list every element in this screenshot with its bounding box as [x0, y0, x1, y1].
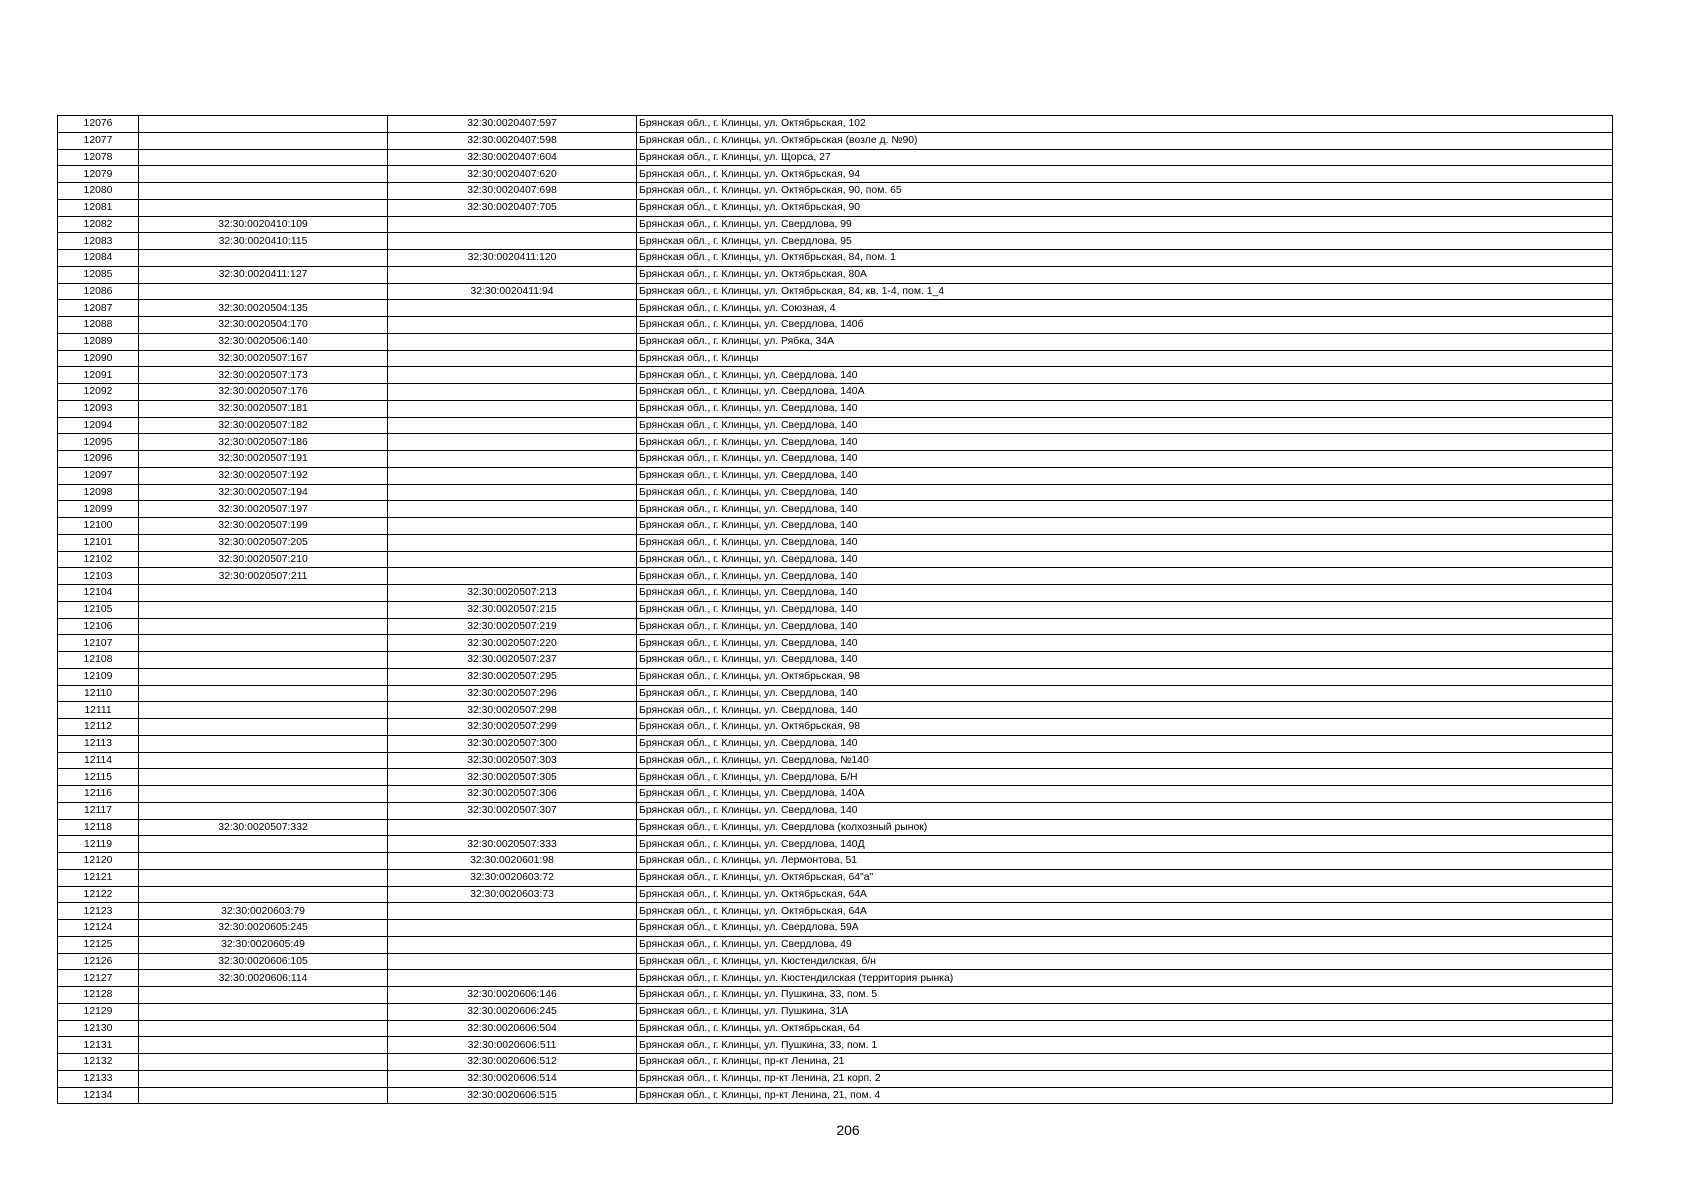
cadastral-number-cell-2: 32:30:0020507:307 [388, 802, 637, 819]
cadastral-number-cell-2: 32:30:0020603:73 [388, 886, 637, 903]
cadastral-number-cell-2 [388, 317, 637, 334]
cadastral-number-cell: 32:30:0020507:205 [139, 534, 388, 551]
cadastral-number-cell-2: 32:30:0020606:512 [388, 1054, 637, 1071]
cadastral-number-cell-2: 32:30:0020507:220 [388, 635, 637, 652]
cadastral-number-cell-2: 32:30:0020606:146 [388, 987, 637, 1004]
address-cell: Брянская обл., г. Клинцы, ул. Октябрьская, 64"а" [637, 869, 1613, 886]
cadastral-number-cell [139, 987, 388, 1004]
table-row [58, 853, 1613, 870]
cadastral-number-cell-2: 32:30:0020407:597 [388, 116, 637, 133]
cadastral-number-cell [139, 786, 388, 803]
address-cell: Брянская обл., г. Клинцы, ул. Октябрьская, 80А [637, 266, 1613, 283]
row-number-cell: 12108 [58, 652, 139, 669]
cadastral-number-cell [139, 132, 388, 149]
cadastral-number-cell [139, 601, 388, 618]
address-cell: Брянская обл., г. Клинцы, ул. Октябрьская, 64А [637, 903, 1613, 920]
cadastral-number-cell [139, 1037, 388, 1054]
row-number-cell: 12119 [58, 836, 139, 853]
cadastral-number-cell-2: 32:30:0020411:94 [388, 283, 637, 300]
address-cell: Брянская обл., г. Клинцы, ул. Свердлова, 59А [637, 920, 1613, 937]
cadastral-number-cell [139, 1087, 388, 1104]
table-row [58, 333, 1613, 350]
cadastral-number-cell-2 [388, 970, 637, 987]
row-number-cell: 12098 [58, 484, 139, 501]
address-cell: Брянская обл., г. Клинцы, ул. Свердлова, 140 [637, 400, 1613, 417]
cadastral-number-cell-2 [388, 216, 637, 233]
cadastral-number-cell-2: 32:30:0020507:306 [388, 786, 637, 803]
cadastral-number-cell: 32:30:0020507:181 [139, 400, 388, 417]
table-row [58, 317, 1613, 334]
cadastral-number-cell: 32:30:0020507:191 [139, 451, 388, 468]
row-number-cell: 12094 [58, 417, 139, 434]
table-row [58, 250, 1613, 267]
cadastral-number-cell-2 [388, 920, 637, 937]
cadastral-number-cell: 32:30:0020507:192 [139, 467, 388, 484]
cadastral-number-cell [139, 836, 388, 853]
cadastral-number-cell-2: 32:30:0020507:215 [388, 601, 637, 618]
row-number-cell: 12084 [58, 250, 139, 267]
cadastral-number-cell [139, 685, 388, 702]
table-row [58, 786, 1613, 803]
cadastral-number-cell: 32:30:0020507:173 [139, 367, 388, 384]
row-number-cell: 12134 [58, 1087, 139, 1104]
cadastral-number-cell-2: 32:30:0020603:72 [388, 869, 637, 886]
cadastral-number-cell [139, 802, 388, 819]
table-row [58, 300, 1613, 317]
address-cell: Брянская обл., г. Клинцы, ул. Свердлова, 140 [637, 467, 1613, 484]
row-number-cell: 12113 [58, 735, 139, 752]
cadastral-number-cell: 32:30:0020507:167 [139, 350, 388, 367]
address-cell: Брянская обл., г. Клинцы, ул. Пушкина, 33, пом. 1 [637, 1037, 1613, 1054]
row-number-cell: 12103 [58, 568, 139, 585]
cadastral-number-cell: 32:30:0020606:105 [139, 953, 388, 970]
table-row [58, 350, 1613, 367]
cadastral-number-cell: 32:30:0020507:210 [139, 551, 388, 568]
address-cell: Брянская обл., г. Клинцы, ул. Свердлова, 99 [637, 216, 1613, 233]
cadastral-number-cell [139, 585, 388, 602]
row-number-cell: 12095 [58, 434, 139, 451]
cadastral-number-cell-2: 32:30:0020601:98 [388, 853, 637, 870]
cadastral-number-cell-2: 32:30:0020507:299 [388, 719, 637, 736]
table-row [58, 618, 1613, 635]
cadastral-number-cell-2 [388, 518, 637, 535]
row-number-cell: 12102 [58, 551, 139, 568]
cadastral-number-cell: 32:30:0020504:170 [139, 317, 388, 334]
table-row [58, 132, 1613, 149]
cadastral-number-cell-2: 32:30:0020606:504 [388, 1020, 637, 1037]
cadastral-number-cell-2 [388, 333, 637, 350]
cadastral-number-cell-2: 32:30:0020507:305 [388, 769, 637, 786]
cadastral-number-cell [139, 283, 388, 300]
address-cell: Брянская обл., г. Клинцы, ул. Свердлова, 140Д [637, 836, 1613, 853]
cadastral-number-cell-2 [388, 266, 637, 283]
cadastral-number-cell-2: 32:30:0020507:300 [388, 735, 637, 752]
table-row [58, 635, 1613, 652]
address-cell: Брянская обл., г. Клинцы, ул. Свердлова, 140 [637, 685, 1613, 702]
cadastral-number-cell-2: 32:30:0020507:219 [388, 618, 637, 635]
row-number-cell: 12128 [58, 987, 139, 1004]
table-row [58, 1003, 1613, 1020]
table-row [58, 1070, 1613, 1087]
address-cell: Брянская обл., г. Клинцы, ул. Кюстендилская (территория рынка) [637, 970, 1613, 987]
cadastral-number-cell [139, 1003, 388, 1020]
table-row [58, 116, 1613, 133]
row-number-cell: 12101 [58, 534, 139, 551]
address-cell: Брянская обл., г. Клинцы, ул. Свердлова, 140б [637, 317, 1613, 334]
address-cell: Брянская обл., г. Клинцы, ул. Пушкина, 31А [637, 1003, 1613, 1020]
table-row [58, 819, 1613, 836]
cadastral-number-cell-2: 32:30:0020606:515 [388, 1087, 637, 1104]
page-number: 206 [836, 1122, 860, 1138]
table-row [58, 987, 1613, 1004]
row-number-cell: 12115 [58, 769, 139, 786]
table-row [58, 719, 1613, 736]
address-cell: Брянская обл., г. Клинцы, ул. Октябрьская, 94 [637, 166, 1613, 183]
cadastral-number-cell [139, 166, 388, 183]
table-row [58, 769, 1613, 786]
cadastral-number-cell-2: 32:30:0020407:698 [388, 183, 637, 200]
address-cell: Брянская обл., г. Клинцы, ул. Свердлова, 140 [637, 635, 1613, 652]
table-row [58, 601, 1613, 618]
cadastral-number-cell-2: 32:30:0020606:511 [388, 1037, 637, 1054]
cadastral-number-cell-2: 32:30:0020507:295 [388, 668, 637, 685]
address-cell: Брянская обл., г. Клинцы, ул. Свердлова, 140 [637, 534, 1613, 551]
row-number-cell: 12105 [58, 601, 139, 618]
table-row [58, 936, 1613, 953]
cadastral-number-cell-2 [388, 400, 637, 417]
table-row [58, 417, 1613, 434]
cadastral-number-cell: 32:30:0020603:79 [139, 903, 388, 920]
row-number-cell: 12091 [58, 367, 139, 384]
table-row [58, 451, 1613, 468]
cadastral-number-cell [139, 250, 388, 267]
row-number-cell: 12089 [58, 333, 139, 350]
table-row [58, 1020, 1613, 1037]
cadastral-number-cell [139, 1054, 388, 1071]
table-row [58, 166, 1613, 183]
address-cell: Брянская обл., г. Клинцы, пр-кт Ленина, 21 [637, 1054, 1613, 1071]
table-row [58, 886, 1613, 903]
cadastral-number-cell [139, 735, 388, 752]
table-row [58, 534, 1613, 551]
cadastral-number-cell [139, 668, 388, 685]
address-cell: Брянская обл., г. Клинцы [637, 350, 1613, 367]
address-cell: Брянская обл., г. Клинцы, ул. Свердлова, 140 [637, 802, 1613, 819]
table-row [58, 367, 1613, 384]
table-row [58, 216, 1613, 233]
row-number-cell: 12123 [58, 903, 139, 920]
cadastral-number-cell-2 [388, 501, 637, 518]
row-number-cell: 12087 [58, 300, 139, 317]
table-row [58, 518, 1613, 535]
cadastral-number-cell [139, 869, 388, 886]
cadastral-table [57, 115, 1613, 1104]
cadastral-number-cell [139, 769, 388, 786]
row-number-cell: 12106 [58, 618, 139, 635]
cadastral-number-cell-2 [388, 903, 637, 920]
table-row [58, 668, 1613, 685]
cadastral-number-cell-2: 32:30:0020407:705 [388, 199, 637, 216]
address-cell: Брянская обл., г. Клинцы, ул. Октябрьская, 64 [637, 1020, 1613, 1037]
table-row [58, 735, 1613, 752]
row-number-cell: 12121 [58, 869, 139, 886]
address-cell: Брянская обл., г. Клинцы, ул. Свердлова, 140 [637, 551, 1613, 568]
cadastral-number-cell-2 [388, 484, 637, 501]
table-row [58, 467, 1613, 484]
row-number-cell: 12117 [58, 802, 139, 819]
table-row [58, 400, 1613, 417]
cadastral-number-cell [139, 149, 388, 166]
row-number-cell: 12133 [58, 1070, 139, 1087]
table-row [58, 953, 1613, 970]
cadastral-number-cell-2: 32:30:0020507:298 [388, 702, 637, 719]
cadastral-number-cell: 32:30:0020605:245 [139, 920, 388, 937]
row-number-cell: 12126 [58, 953, 139, 970]
row-number-cell: 12090 [58, 350, 139, 367]
row-number-cell: 12085 [58, 266, 139, 283]
address-cell: Брянская обл., г. Клинцы, ул. Свердлова, 140 [637, 484, 1613, 501]
cadastral-number-cell [139, 886, 388, 903]
address-cell: Брянская обл., г. Клинцы, ул. Свердлова, Б/Н [637, 769, 1613, 786]
table-row [58, 1037, 1613, 1054]
cadastral-number-cell [139, 853, 388, 870]
address-cell: Брянская обл., г. Клинцы, ул. Октябрьская (возле д. №90) [637, 132, 1613, 149]
row-number-cell: 12130 [58, 1020, 139, 1037]
cadastral-number-cell-2 [388, 350, 637, 367]
cadastral-number-cell: 32:30:0020411:127 [139, 266, 388, 283]
address-cell: Брянская обл., г. Клинцы, пр-кт Ленина, 21, пом. 4 [637, 1087, 1613, 1104]
row-number-cell: 12081 [58, 199, 139, 216]
cadastral-number-cell-2 [388, 819, 637, 836]
address-cell: Брянская обл., г. Клинцы, ул. Свердлова, 140 [637, 501, 1613, 518]
address-cell: Брянская обл., г. Клинцы, ул. Свердлова, 140 [637, 367, 1613, 384]
address-cell: Брянская обл., г. Клинцы, ул. Свердлова, №140 [637, 752, 1613, 769]
table-row [58, 183, 1613, 200]
row-number-cell: 12107 [58, 635, 139, 652]
cadastral-number-cell [139, 635, 388, 652]
cadastral-number-cell [139, 719, 388, 736]
row-number-cell: 12076 [58, 116, 139, 133]
table-row [58, 702, 1613, 719]
row-number-cell: 12132 [58, 1054, 139, 1071]
cadastral-number-cell: 32:30:0020504:135 [139, 300, 388, 317]
cadastral-number-cell [139, 752, 388, 769]
row-number-cell: 12086 [58, 283, 139, 300]
cadastral-number-cell: 32:30:0020410:109 [139, 216, 388, 233]
row-number-cell: 12120 [58, 853, 139, 870]
row-number-cell: 12077 [58, 132, 139, 149]
table-row [58, 903, 1613, 920]
table-row [58, 484, 1613, 501]
cadastral-number-cell-2: 32:30:0020407:598 [388, 132, 637, 149]
cadastral-number-cell-2: 32:30:0020507:296 [388, 685, 637, 702]
table-row [58, 685, 1613, 702]
row-number-cell: 12092 [58, 384, 139, 401]
cadastral-number-cell-2: 32:30:0020407:620 [388, 166, 637, 183]
address-cell: Брянская обл., г. Клинцы, ул. Свердлова (колхозный рынок) [637, 819, 1613, 836]
address-cell: Брянская обл., г. Клинцы, ул. Свердлова, 140 [637, 735, 1613, 752]
cadastral-number-cell [139, 1020, 388, 1037]
row-number-cell: 12110 [58, 685, 139, 702]
cadastral-number-cell: 32:30:0020507:211 [139, 568, 388, 585]
cadastral-number-cell: 32:30:0020507:199 [139, 518, 388, 535]
address-cell: Брянская обл., г. Клинцы, ул. Свердлова, 140 [637, 702, 1613, 719]
table-row [58, 802, 1613, 819]
cadastral-number-cell-2: 32:30:0020411:120 [388, 250, 637, 267]
table-row [58, 551, 1613, 568]
address-cell: Брянская обл., г. Клинцы, ул. Октябрьская, 90 [637, 199, 1613, 216]
table-row [58, 652, 1613, 669]
cadastral-number-cell-2 [388, 534, 637, 551]
cadastral-number-cell-2: 32:30:0020606:245 [388, 1003, 637, 1020]
cadastral-number-cell: 32:30:0020507:182 [139, 417, 388, 434]
row-number-cell: 12118 [58, 819, 139, 836]
address-cell: Брянская обл., г. Клинцы, ул. Свердлова, 140 [637, 434, 1613, 451]
cadastral-number-cell-2: 32:30:0020507:333 [388, 836, 637, 853]
cadastral-number-cell: 32:30:0020507:186 [139, 434, 388, 451]
address-cell: Брянская обл., г. Клинцы, ул. Октябрьская, 84, пом. 1 [637, 250, 1613, 267]
table-row [58, 501, 1613, 518]
row-number-cell: 12129 [58, 1003, 139, 1020]
address-cell: Брянская обл., г. Клинцы, ул. Рябка, 34А [637, 333, 1613, 350]
table-body [58, 116, 1613, 1104]
address-cell: Брянская обл., г. Клинцы, ул. Свердлова, 140А [637, 786, 1613, 803]
cadastral-number-cell-2 [388, 417, 637, 434]
address-cell: Брянская обл., г. Клинцы, ул. Щорса, 27 [637, 149, 1613, 166]
cadastral-number-cell: 32:30:0020507:176 [139, 384, 388, 401]
row-number-cell: 12111 [58, 702, 139, 719]
address-cell: Брянская обл., г. Клинцы, ул. Октябрьская, 90, пом. 65 [637, 183, 1613, 200]
row-number-cell: 12122 [58, 886, 139, 903]
address-cell: Брянская обл., г. Клинцы, ул. Свердлова, 140 [637, 568, 1613, 585]
table-row [58, 752, 1613, 769]
cadastral-number-cell: 32:30:0020605:49 [139, 936, 388, 953]
table-row [58, 233, 1613, 250]
table-row [58, 199, 1613, 216]
row-number-cell: 12104 [58, 585, 139, 602]
table-row [58, 836, 1613, 853]
cadastral-number-cell [139, 199, 388, 216]
table-row [58, 149, 1613, 166]
row-number-cell: 12096 [58, 451, 139, 468]
row-number-cell: 12125 [58, 936, 139, 953]
address-cell: Брянская обл., г. Клинцы, ул. Свердлова, 140 [637, 451, 1613, 468]
address-cell: Брянская обл., г. Клинцы, ул. Свердлова, 140А [637, 384, 1613, 401]
table-row [58, 266, 1613, 283]
cadastral-number-cell-2 [388, 936, 637, 953]
table-row [58, 869, 1613, 886]
cadastral-number-cell-2 [388, 953, 637, 970]
row-number-cell: 12080 [58, 183, 139, 200]
row-number-cell: 12078 [58, 149, 139, 166]
row-number-cell: 12100 [58, 518, 139, 535]
cadastral-number-cell-2: 32:30:0020507:303 [388, 752, 637, 769]
cadastral-number-cell-2 [388, 551, 637, 568]
cadastral-number-cell [139, 618, 388, 635]
row-number-cell: 12114 [58, 752, 139, 769]
cadastral-number-cell: 32:30:0020606:114 [139, 970, 388, 987]
table-row [58, 568, 1613, 585]
address-cell: Брянская обл., г. Клинцы, ул. Свердлова, 140 [637, 652, 1613, 669]
address-cell: Брянская обл., г. Клинцы, пр-кт Ленина, 21 корп. 2 [637, 1070, 1613, 1087]
row-number-cell: 12116 [58, 786, 139, 803]
cadastral-number-cell [139, 1070, 388, 1087]
address-cell: Брянская обл., г. Клинцы, ул. Свердлова, 140 [637, 518, 1613, 535]
address-cell: Брянская обл., г. Клинцы, ул. Октябрьская, 102 [637, 116, 1613, 133]
cadastral-number-cell: 32:30:0020507:197 [139, 501, 388, 518]
cadastral-number-cell-2 [388, 467, 637, 484]
address-cell: Брянская обл., г. Клинцы, ул. Свердлова, 140 [637, 417, 1613, 434]
table-row [58, 384, 1613, 401]
address-cell: Брянская обл., г. Клинцы, ул. Свердлова, 49 [637, 936, 1613, 953]
row-number-cell: 12099 [58, 501, 139, 518]
cadastral-number-cell: 32:30:0020507:194 [139, 484, 388, 501]
cadastral-number-cell [139, 702, 388, 719]
address-cell: Брянская обл., г. Клинцы, ул. Свердлова, 140 [637, 601, 1613, 618]
cadastral-number-cell: 32:30:0020507:332 [139, 819, 388, 836]
cadastral-number-cell-2 [388, 568, 637, 585]
table-row [58, 585, 1613, 602]
address-cell: Брянская обл., г. Клинцы, ул. Свердлова, 140 [637, 618, 1613, 635]
table-row [58, 283, 1613, 300]
cadastral-number-cell-2 [388, 233, 637, 250]
address-cell: Брянская обл., г. Клинцы, ул. Октябрьская, 98 [637, 719, 1613, 736]
cadastral-number-cell-2 [388, 300, 637, 317]
table-row [58, 920, 1613, 937]
row-number-cell: 12109 [58, 668, 139, 685]
table-row [58, 1054, 1613, 1071]
cadastral-number-cell-2: 32:30:0020507:213 [388, 585, 637, 602]
cadastral-number-cell-2 [388, 367, 637, 384]
row-number-cell: 12093 [58, 400, 139, 417]
row-number-cell: 12131 [58, 1037, 139, 1054]
cadastral-number-cell-2: 32:30:0020407:604 [388, 149, 637, 166]
table-row [58, 970, 1613, 987]
cadastral-number-cell-2 [388, 384, 637, 401]
cadastral-number-cell [139, 183, 388, 200]
address-cell: Брянская обл., г. Клинцы, ул. Союзная, 4 [637, 300, 1613, 317]
cadastral-number-cell: 32:30:0020410:115 [139, 233, 388, 250]
address-cell: Брянская обл., г. Клинцы, ул. Свердлова, 95 [637, 233, 1613, 250]
row-number-cell: 12082 [58, 216, 139, 233]
row-number-cell: 12112 [58, 719, 139, 736]
address-cell: Брянская обл., г. Клинцы, ул. Октябрьская, 64А [637, 886, 1613, 903]
row-number-cell: 12124 [58, 920, 139, 937]
cadastral-number-cell-2: 32:30:0020606:514 [388, 1070, 637, 1087]
table-row [58, 434, 1613, 451]
row-number-cell: 12097 [58, 467, 139, 484]
row-number-cell: 12079 [58, 166, 139, 183]
cadastral-number-cell [139, 652, 388, 669]
address-cell: Брянская обл., г. Клинцы, ул. Октябрьская, 84, кв. 1-4, пом. 1_4 [637, 283, 1613, 300]
address-cell: Брянская обл., г. Клинцы, ул. Октябрьская, 98 [637, 668, 1613, 685]
cadastral-number-cell: 32:30:0020506:140 [139, 333, 388, 350]
row-number-cell: 12127 [58, 970, 139, 987]
address-cell: Брянская обл., г. Клинцы, ул. Кюстендилская, б/н [637, 953, 1613, 970]
row-number-cell: 12083 [58, 233, 139, 250]
cadastral-number-cell-2: 32:30:0020507:237 [388, 652, 637, 669]
address-cell: Брянская обл., г. Клинцы, ул. Свердлова, 140 [637, 585, 1613, 602]
cadastral-number-cell-2 [388, 451, 637, 468]
cadastral-number-cell-2 [388, 434, 637, 451]
table-row [58, 1087, 1613, 1104]
address-cell: Брянская обл., г. Клинцы, ул. Лермонтова, 51 [637, 853, 1613, 870]
cadastral-number-cell [139, 116, 388, 133]
row-number-cell: 12088 [58, 317, 139, 334]
address-cell: Брянская обл., г. Клинцы, ул. Пушкина, 33, пом. 5 [637, 987, 1613, 1004]
